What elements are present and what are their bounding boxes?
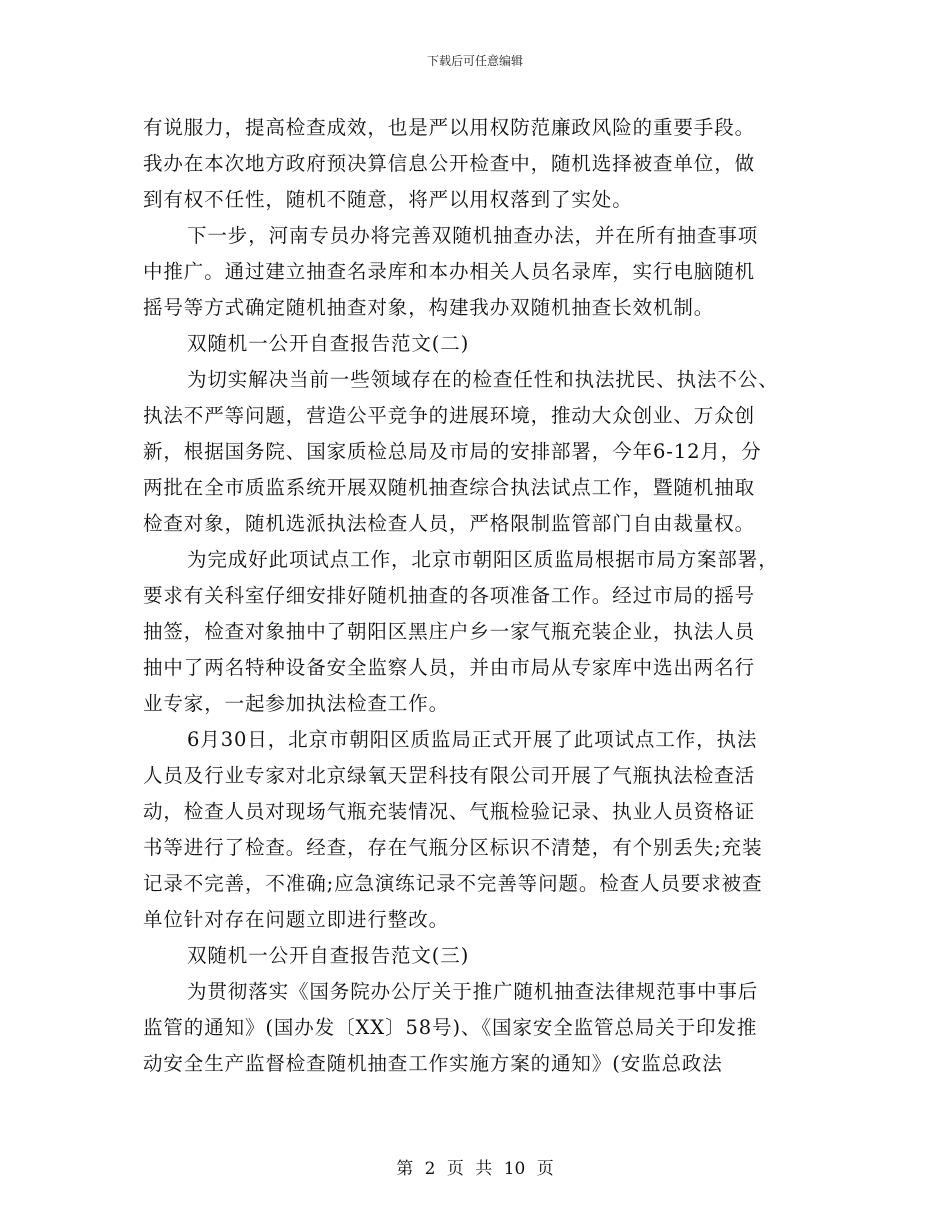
text-line: 人员及行业专家对北京绿氧天罡科技有限公司开展了气瓶执法检查活 xyxy=(143,764,756,787)
page-footer: 第 2 页 共 10 页 xyxy=(396,1159,554,1179)
text-line: 两批在全市质监系统开展双随机抽查综合执法试点工作，暨随机抽取 xyxy=(143,476,756,499)
text-line: 检查对象，随机选派执法检查人员，严格限制监管部门自由裁量权。 xyxy=(143,512,756,535)
document-body xyxy=(143,110,808,1082)
text-line: 执法不严等问题，营造公平竞争的进展环境，推动大众创业、万众创 xyxy=(143,404,756,427)
text-line: 我办在本次地方政府预决算信息公开检查中，随机选择被查单位，做 xyxy=(143,152,756,175)
text-line: 抽中了两名特种设备安全监察人员，并由市局从专家库中选出两名行 xyxy=(143,656,756,679)
text-line: 动，检查人员对现场气瓶充装情况、气瓶检验记录、执业人员资格证 xyxy=(143,800,756,823)
text-line: 记录不完善，不准确;应急演练记录不完善等问题。检查人员要求被查 xyxy=(143,872,763,895)
text-line: 抽签，检查对象抽中了朝阳区黑庄户乡一家气瓶充装企业，执法人员 xyxy=(143,620,756,643)
text-line: 摇号等方式确定随机抽查对象，构建我办双随机抽查长效机制。 xyxy=(143,296,715,319)
text-line: 单位针对存在问题立即进行整改。 xyxy=(143,908,450,931)
text-line: 要求有关科室仔细安排好随机抽查的各项准备工作。经过市局的摇号 xyxy=(143,584,756,607)
text-line: 双随机一公开自查报告范文(三) xyxy=(187,944,470,967)
text-line: 业专家，一起参加执法检查工作。 xyxy=(143,692,450,715)
text-line: 书等进行了检查。经查，存在气瓶分区标识不清楚，有个别丢失;充装 xyxy=(143,836,763,859)
text-line: 双随机一公开自查报告范文(二) xyxy=(187,332,470,355)
text-line: 下一步，河南专员办将完善双随机抽查办法，并在所有抽查事项 xyxy=(187,224,759,247)
text-line: 为切实解决当前一些领域存在的检查任性和执法扰民、执法不公、 xyxy=(187,368,779,391)
text-line: 到有权不任性，随机不随意，将严以用权落到了实处。 xyxy=(143,188,633,211)
text-line: 有说服力，提高检查成效，也是严以用权防范廉政风险的重要手段。 xyxy=(143,116,756,139)
page-header: 下载后可任意编辑 xyxy=(426,54,523,68)
text-line: 为完成好此项试点工作，北京市朝阳区质监局根据市局方案部署， xyxy=(187,548,779,571)
text-line: 监管的通知》(国办发〔XX〕58号)、《国家安全监管总局关于印发推 xyxy=(143,1016,758,1039)
text-line: 新，根据国务院、国家质检总局及市局的安排部署，今年6-12月，分 xyxy=(143,440,762,463)
text-line: 6月30日，北京市朝阳区质监局正式开展了此项试点工作，执法 xyxy=(187,728,758,751)
text-line: 动安全生产监督检查随机抽查工作实施方案的通知》(安监总政法 xyxy=(143,1052,723,1075)
text-line: 为贯彻落实《国务院办公厅关于推广随机抽查法律规范事中事后 xyxy=(187,980,759,1003)
text-line: 中推广。通过建立抽查名录库和本办相关人员名录库，实行电脑随机 xyxy=(143,260,756,283)
